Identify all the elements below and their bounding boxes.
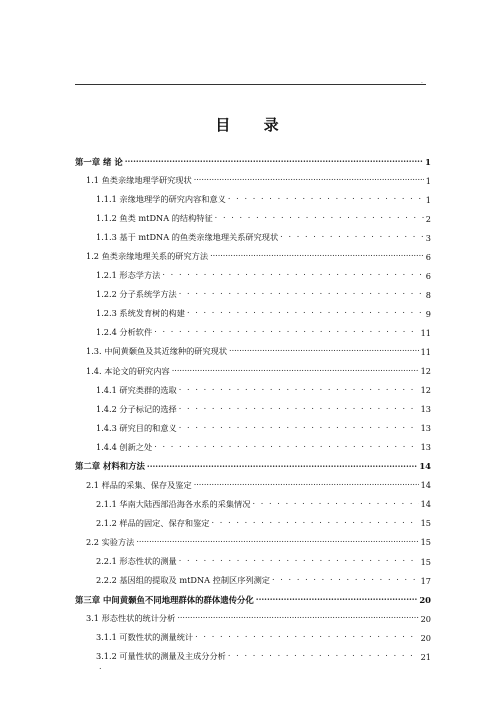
toc-entry-page-number: 1 xyxy=(425,194,431,205)
toc-entry-page-number: 13 xyxy=(420,404,431,415)
toc-entry-page-number: 6 xyxy=(425,270,431,281)
toc-entry[interactable] xyxy=(75,152,431,171)
toc-entry-page-number: 20 xyxy=(419,594,431,605)
toc-entry-page-number: 20 xyxy=(420,632,431,643)
toc-entry[interactable] xyxy=(75,457,431,476)
toc-entry-page-number: 14 xyxy=(419,461,431,472)
toc-dot-leader xyxy=(154,328,418,337)
page-title: 目 录 xyxy=(215,116,293,134)
toc-entry-page-number: 9 xyxy=(425,308,431,319)
toc-dot-leader xyxy=(210,252,424,261)
toc-dot-leader xyxy=(280,233,424,242)
toc-dot-leader xyxy=(154,443,418,452)
toc-entry-title: 3.1 形态性状的统计分析 xyxy=(86,613,176,624)
toc-dot-leader xyxy=(272,576,419,585)
toc-entry-title: 第一章 绪 论 xyxy=(75,156,123,167)
toc-entry-title: 1.2.2 分子系统学方法 xyxy=(96,289,177,300)
toc-dot-leader xyxy=(252,500,418,509)
toc-dot-leader xyxy=(179,405,419,414)
toc-entry[interactable] xyxy=(75,304,431,323)
toc-entry[interactable] xyxy=(75,285,431,304)
toc-entry-title: 1.2.3 系统发育树的构建 xyxy=(96,308,185,319)
toc-entry-title: 1.1 鱼类亲缘地理学研究现状 xyxy=(86,175,192,186)
header-rule xyxy=(75,84,426,85)
toc-entry-page-number: 13 xyxy=(420,423,431,434)
toc-entry-title: 3.1.1 可数性状的测量统计 xyxy=(96,632,194,643)
toc-dot-leader xyxy=(229,347,419,356)
toc-entry-page-number: 17 xyxy=(420,575,431,586)
toc-dot-leader xyxy=(125,157,423,166)
toc-entry-page-number: 3 xyxy=(425,232,431,243)
toc-entry[interactable] xyxy=(75,228,431,247)
toc-entry[interactable] xyxy=(75,362,431,381)
toc-entry-title: 第二章 材料和方法 xyxy=(75,461,145,472)
toc-dot-leader xyxy=(228,652,419,661)
toc-dot-leader xyxy=(256,595,418,604)
toc-entry[interactable] xyxy=(75,419,431,438)
toc-entry[interactable] xyxy=(75,495,431,514)
toc-entry[interactable] xyxy=(75,590,431,609)
toc-entry-title: 1.1.3 基于 mtDNA 的鱼类亲缘地理关系研究现状 xyxy=(96,232,279,243)
toc-entry[interactable] xyxy=(75,571,431,590)
toc-entry-title: 1.2.1 形态学方法 xyxy=(96,270,161,281)
toc-entry-title: 2.2.1 形态性状的测量 xyxy=(96,556,177,566)
table-of-contents xyxy=(75,152,431,666)
toc-entry-title: 2.1.2 样品的固定、保存和鉴定 xyxy=(96,517,210,528)
toc-dot-leader xyxy=(194,176,424,185)
toc-entry[interactable] xyxy=(75,381,431,400)
toc-entry-title: 1.4.3 研究目的和意义 xyxy=(96,422,177,433)
toc-dot-leader xyxy=(172,367,419,376)
toc-entry-page-number: 21 xyxy=(420,651,431,662)
toc-entry[interactable] xyxy=(75,342,431,361)
toc-entry[interactable] xyxy=(75,647,431,666)
toc-entry-page-number: 1 xyxy=(425,175,431,186)
toc-entry-page-number: 11 xyxy=(420,327,431,338)
toc-dot-leader xyxy=(177,614,418,623)
toc-entry-page-number: 12 xyxy=(420,366,431,377)
toc-entry-title: 2.2.2 基因组的提取及 mtDNA 控制区序列测定 xyxy=(96,575,270,586)
toc-entry-page-number: 15 xyxy=(420,556,431,567)
toc-entry[interactable] xyxy=(75,533,431,552)
toc-entry[interactable] xyxy=(75,514,431,533)
toc-entry-title: 2.2 实验方法 xyxy=(86,536,135,547)
toc-entry[interactable] xyxy=(75,323,431,342)
toc-entry-title: 1.1.1 亲缘地理学的研究内容和意义 xyxy=(96,194,226,205)
toc-entry-page-number: 12 xyxy=(420,385,431,396)
toc-entry[interactable] xyxy=(75,628,431,647)
toc-entry-title: 1.1.2 鱼类 mtDNA 的结构特征 xyxy=(96,213,213,224)
toc-entry-title: 1.4.1 研究类群的选取 xyxy=(96,384,177,395)
toc-entry[interactable] xyxy=(75,552,431,571)
toc-entry-page-number: 14 xyxy=(420,480,431,491)
toc-dot-leader xyxy=(179,424,419,433)
toc-dot-leader xyxy=(195,633,418,642)
toc-entry-page-number: 1 xyxy=(425,156,431,167)
toc-entry[interactable] xyxy=(75,476,431,495)
toc-dot-leader xyxy=(194,481,419,490)
toc-entry-page-number: 20 xyxy=(420,613,431,624)
footer-mark: . xyxy=(99,662,102,671)
toc-entry[interactable] xyxy=(75,209,431,228)
header-mark: . xyxy=(421,78,423,85)
toc-dot-leader xyxy=(179,386,419,395)
toc-entry-page-number: 13 xyxy=(420,442,431,453)
toc-entry[interactable] xyxy=(75,400,431,419)
toc-entry-title: 3.1.2 可量性状的测量及主成分分析 xyxy=(96,651,226,662)
toc-entry[interactable] xyxy=(75,171,431,190)
toc-entry-page-number: 15 xyxy=(420,537,431,548)
toc-entry-title: 1.4.4 创新之处 xyxy=(96,441,153,452)
toc-entry[interactable] xyxy=(75,190,431,209)
toc-entry-title: 1.3. 中间黄颡鱼及其近缘种的研究现状 xyxy=(86,346,228,357)
toc-entry[interactable] xyxy=(75,438,431,457)
toc-entry[interactable] xyxy=(75,247,431,266)
toc-entry[interactable] xyxy=(75,609,431,628)
toc-entry-page-number: 15 xyxy=(420,518,431,529)
toc-entry-page-number: 6 xyxy=(425,251,431,262)
toc-dot-leader xyxy=(212,519,419,528)
toc-dot-leader xyxy=(187,309,424,318)
toc-entry-page-number: 14 xyxy=(420,499,431,510)
toc-entry-page-number: 8 xyxy=(425,289,431,300)
toc-entry-title: 1.4. 本论文的研究内容 xyxy=(86,365,170,376)
toc-entry-title: 2.1.1 华南大陆西部沿海各水系的采集情况 xyxy=(96,498,251,509)
toc-entry-title: 1.4.2 分子标记的选择 xyxy=(96,403,177,414)
toc-dot-leader xyxy=(215,214,424,223)
toc-dot-leader xyxy=(147,462,417,471)
toc-dot-leader xyxy=(179,557,419,566)
toc-entry-page-number: 2 xyxy=(425,213,431,224)
toc-entry-title: 第三章 中间黄颡鱼不同地理群体的群体遗传分化 xyxy=(75,594,254,605)
toc-entry-title: 1.2 鱼类亲缘地理关系的研究方法 xyxy=(86,251,209,262)
toc-entry-title: 1.2.4 分析软件 xyxy=(96,327,153,338)
toc-entry[interactable] xyxy=(75,266,431,285)
toc-dot-leader xyxy=(162,271,423,280)
toc-dot-leader xyxy=(228,195,424,204)
toc-entry-page-number: 11 xyxy=(420,346,431,357)
toc-dot-leader xyxy=(136,538,418,547)
toc-entry-title: 2.1 样品的采集、保存及鉴定 xyxy=(86,479,192,490)
toc-dot-leader xyxy=(179,290,424,299)
